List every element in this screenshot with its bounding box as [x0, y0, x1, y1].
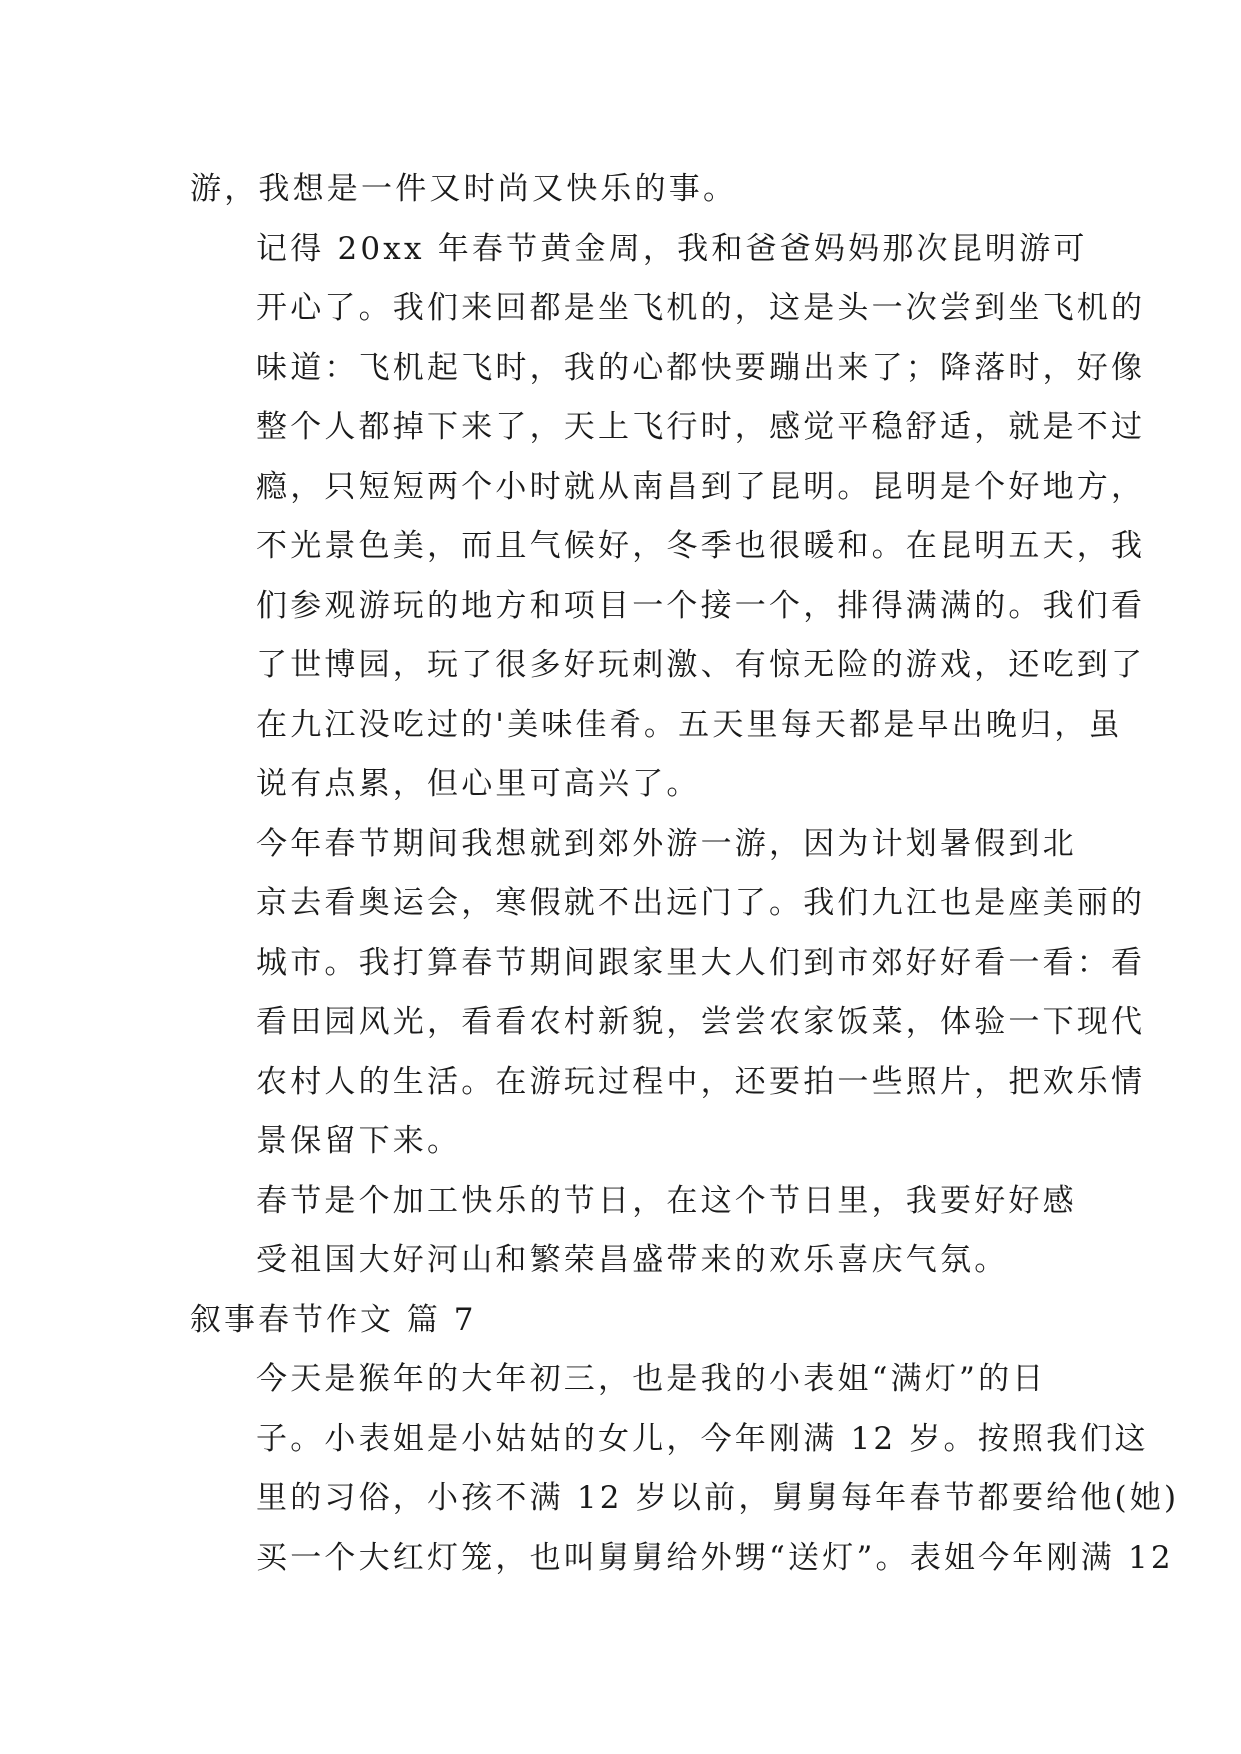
text-line: 说有点累，但心里可高兴了。 [256, 766, 701, 802]
text-line: 叙事春节作文 篇 7 [190, 1301, 477, 1338]
paragraph [190, 1350, 1180, 1588]
essay-body [190, 160, 1180, 1588]
text-line: 买一个大红灯笼，也叫舅舅给外甥“送灯”。表姐今年刚满 12 [256, 1539, 1174, 1576]
text-line: 京去看奥运会，寒假就不出远门了。我们九江也是座美丽的 [256, 885, 1146, 921]
paragraph [190, 815, 1146, 1172]
text-line: 城市。我打算春节期间跟家里大人们到市郊好好看一看：看 [256, 944, 1146, 981]
text-line: 游，我想是一件又时尚又快乐的事。 [190, 171, 738, 207]
text-line: 农村人的生活。在游玩过程中，还要拍一些照片，把欢乐情 [256, 1063, 1146, 1100]
section-heading [190, 1291, 1070, 1351]
text-line: 瘾，只短短两个小时就从南昌到了昆明。昆明是个好地方， [256, 468, 1146, 505]
text-line: 受祖国大好河山和繁荣昌盛带来的欢乐喜庆气氛。 [256, 1242, 1009, 1278]
text-line: 记得 20xx 年春节黄金周，我和爸爸妈妈那次昆明游可 [256, 230, 1088, 267]
text-line: 今年春节期间我想就到郊外游一游，因为计划暑假到北 [256, 825, 1077, 862]
text-line: 里的习俗，小孩不满 12 岁以前，舅舅每年春节都要给他(她) [256, 1480, 1180, 1516]
paragraph [190, 220, 1146, 815]
text-line: 景保留下来。 [256, 1123, 462, 1159]
text-line: 整个人都掉下来了，天上飞行时，感觉平稳舒适，就是不过 [256, 409, 1146, 445]
text-line: 不光景色美，而且气候好，冬季也很暖和。在昆明五天，我 [256, 528, 1146, 564]
text-line: 在九江没吃过的'美味佳肴。五天里每天都是早出晚归，虽 [256, 706, 1123, 743]
text-line: 子。小表姐是小姑姑的女儿，今年刚满 12 岁。按照我们这 [256, 1420, 1149, 1457]
text-line: 春节是个加工快乐的节日，在这个节日里，我要好好感 [256, 1182, 1077, 1219]
text-line: 们参观游玩的地方和项目一个接一个，排得满满的。我们看 [256, 587, 1146, 624]
text-line: 看田园风光，看看农村新貌，尝尝农家饭菜，体验一下现代 [256, 1004, 1146, 1040]
text-line: 开心了。我们来回都是坐飞机的，这是头一次尝到坐飞机的 [256, 290, 1146, 326]
text-line: 味道：飞机起飞时，我的心都快要蹦出来了；降落时，好像 [256, 349, 1146, 386]
text-line: 了世博园，玩了很多好玩刺激、有惊无险的游戏，还吃到了 [256, 647, 1146, 683]
text-line: 今天是猴年的大年初三，也是我的小表姐“满灯”的日 [256, 1361, 1047, 1397]
paragraph [190, 160, 1070, 220]
paragraph [190, 1172, 1077, 1291]
